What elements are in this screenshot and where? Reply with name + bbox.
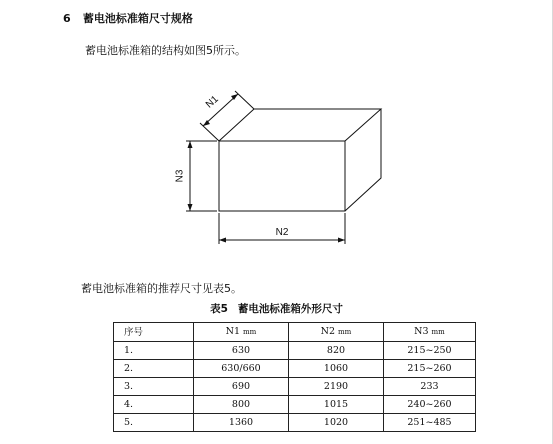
- table-row: [114, 378, 476, 396]
- dimensions-table: [113, 322, 476, 432]
- header-n3: N3 mm: [384, 323, 476, 342]
- box-front-face: [219, 141, 345, 211]
- cell-n3: 215~260: [384, 360, 476, 378]
- cell-n3: 251~485: [384, 414, 476, 432]
- cell-n1: 630: [194, 342, 289, 360]
- cell-n3: 240~260: [384, 396, 476, 414]
- table-caption-title: 蓄电池标准箱外形尺寸: [237, 303, 343, 315]
- box-right-face: [345, 109, 381, 211]
- cell-n3: 215~250: [384, 342, 476, 360]
- n1-extension-line-2: [235, 91, 254, 109]
- cell-n1: 1360: [194, 414, 289, 432]
- recommend-paragraph: 蓄电池标准箱的推荐尺寸见表5。: [81, 282, 242, 295]
- n3-arrowhead-bottom: [188, 204, 193, 211]
- table-row: [114, 414, 476, 432]
- intro-paragraph: 蓄电池标准箱的结构如图5所示。: [85, 44, 246, 57]
- header-n2: N2 mm: [289, 323, 384, 342]
- cell-index: 5.: [114, 414, 194, 432]
- table-row: [114, 342, 476, 360]
- cell-n3: 233: [384, 378, 476, 396]
- n2-label: N2: [275, 227, 289, 238]
- cell-n2: 1020: [289, 414, 384, 432]
- table-header-row: [114, 323, 476, 342]
- table-caption: [0, 301, 553, 316]
- n1-label: N1: [203, 93, 221, 111]
- header-index: 序号: [114, 323, 194, 342]
- cell-n1: 630/660: [194, 360, 289, 378]
- section-title: 蓄电池标准箱尺寸规格: [82, 12, 193, 25]
- cell-index: 3.: [114, 378, 194, 396]
- n2-arrowhead-left: [219, 238, 226, 243]
- table-caption-number: 表5: [210, 303, 228, 315]
- section-number: 6: [63, 12, 71, 25]
- n2-arrowhead-right: [338, 238, 345, 243]
- cell-n1: 690: [194, 378, 289, 396]
- header-n1: N1 mm: [194, 323, 289, 342]
- cell-n2: 1060: [289, 360, 384, 378]
- table-row: [114, 360, 476, 378]
- cell-n2: 1015: [289, 396, 384, 414]
- box-top-face: [219, 109, 381, 141]
- cell-n1: 800: [194, 396, 289, 414]
- cell-index: 4.: [114, 396, 194, 414]
- n3-arrowhead-top: [188, 141, 193, 148]
- cell-n2: 820: [289, 342, 384, 360]
- cell-n2: 2190: [289, 378, 384, 396]
- cell-index: 1.: [114, 342, 194, 360]
- n3-label: N3: [174, 169, 186, 183]
- cell-index: 2.: [114, 360, 194, 378]
- table-row: [114, 396, 476, 414]
